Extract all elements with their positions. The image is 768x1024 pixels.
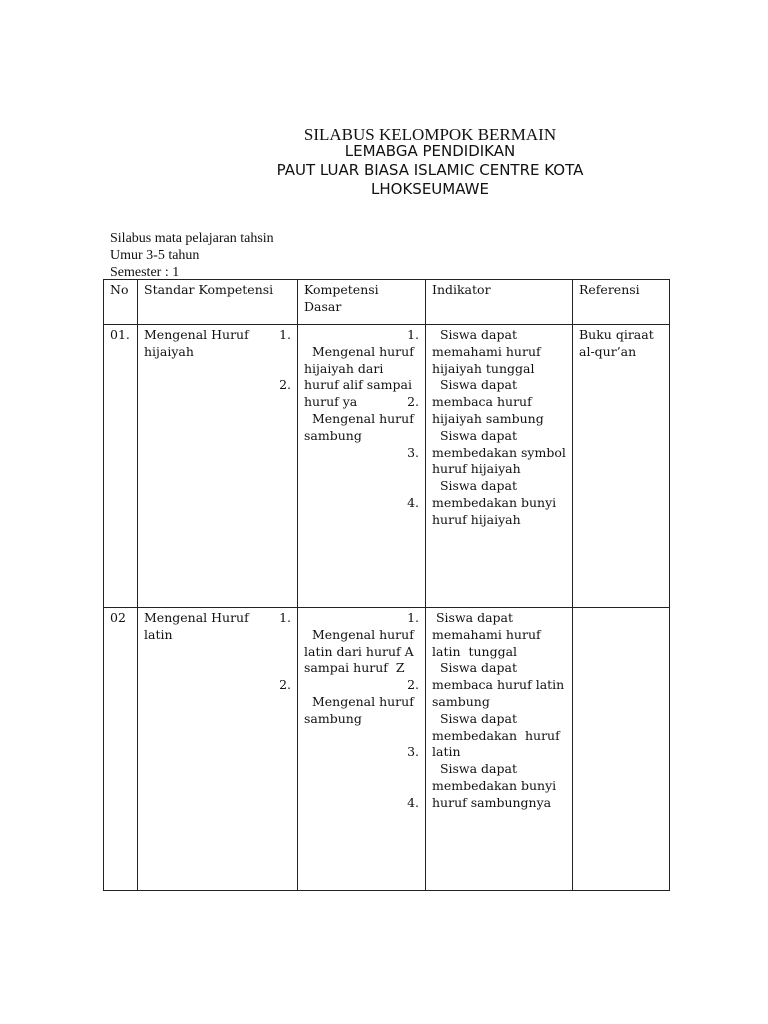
table-row (104, 325, 670, 608)
ind-text: Siswa dapat (432, 660, 517, 676)
header-referensi: Referensi (573, 280, 670, 325)
ref-text: Buku qiraat (579, 327, 654, 342)
ind-text: membedakan symbol (432, 444, 566, 460)
table-row (104, 608, 670, 891)
header-kompetensi-dasar (298, 280, 426, 325)
ref-text: al-qur’an (579, 343, 637, 359)
kd-text: huruf alif sampai (304, 377, 412, 393)
ind-text: Siswa dapat (432, 761, 517, 777)
cell-standar-kompetensi (138, 325, 298, 608)
institution-name: PAUT LUAR BIASA ISLAMIC CENTRE KOTA (276, 161, 584, 179)
subject-line: Silabus mata pelajaran tahsin (110, 231, 274, 246)
list-number: 1. (407, 327, 419, 342)
cell-referensi (573, 325, 670, 608)
ind-text: huruf hijaiyah (432, 511, 521, 527)
kd-text: latin dari huruf A (304, 643, 414, 659)
ind-text: sambung (432, 693, 490, 709)
kd-text: sambung (304, 710, 362, 726)
ind-text: hijaiyah tunggal (432, 360, 535, 376)
ind-text: Siswa dapat (432, 478, 517, 494)
list-number: 1. (407, 610, 419, 625)
cell-referensi (573, 608, 670, 891)
table-header-row (104, 280, 670, 325)
sk-text: Mengenal Huruf (144, 327, 249, 342)
kd-text: Mengenal huruf (304, 693, 414, 709)
ind-text: membaca huruf (432, 394, 532, 410)
syllabus-table (103, 279, 670, 891)
ind-text: huruf sambungnya (432, 794, 552, 810)
institution-line: LEMABGA PENDIDIKAN (344, 142, 516, 160)
ind-text: Siswa dapat (432, 710, 517, 726)
kd-text: sampai huruf Z (304, 660, 405, 676)
sk-text: Mengenal Huruf latin (144, 610, 249, 642)
kd-text: hijaiyah dari (304, 360, 384, 376)
ind-text: Siswa dapat (432, 427, 517, 443)
cell-kompetensi-dasar (298, 325, 426, 608)
header-indikator: Indikator (426, 280, 573, 325)
ind-text: latin (432, 744, 461, 760)
city-line: LHOKSEUMAWE (371, 180, 489, 198)
semester-line: Semester : 1 (110, 265, 180, 280)
ind-text: Siswa dapat (432, 327, 517, 342)
cell-indikator (426, 325, 573, 608)
ind-text: Siswa dapat (432, 610, 514, 625)
ind-text: Siswa dapat (432, 377, 517, 393)
list-number: 1. (279, 610, 291, 625)
header-no: No (104, 280, 138, 325)
kd-text: sambung (304, 427, 362, 443)
document-title: SILABUS KELOMPOK BERMAIN (303, 125, 557, 144)
list-number: 3. (407, 744, 419, 760)
cell-standar-kompetensi (138, 608, 298, 891)
cell-kompetensi-dasar (298, 608, 426, 891)
list-number: 2. (407, 677, 419, 693)
ind-text: membedakan bunyi (432, 494, 557, 510)
list-number: 4. (407, 794, 419, 810)
header-standar-kompetensi: Standar Kompetensi (138, 280, 298, 325)
cell-no: 02 (104, 608, 138, 891)
kd-text: Mengenal huruf (304, 343, 414, 359)
kd-text: Mengenal huruf (304, 626, 414, 642)
cell-indikator (426, 608, 573, 891)
ind-text: memahami huruf (432, 343, 541, 359)
ind-text: membaca huruf latin (432, 677, 565, 693)
sk-text: hijaiyah (144, 343, 194, 359)
ind-text: membedakan huruf (432, 727, 560, 743)
list-number: 2. (279, 677, 291, 693)
ind-text: memahami huruf (432, 626, 541, 642)
list-number: 1. (279, 327, 291, 342)
list-number: 4. (407, 494, 419, 510)
cell-no: 01. (104, 325, 138, 608)
ind-text: hijaiyah sambung (432, 410, 544, 426)
list-number: 2. (279, 377, 291, 393)
header-kd-line: Kompetensi (304, 282, 379, 297)
list-number: 2. (407, 394, 419, 410)
ind-text: huruf hijaiyah (432, 461, 521, 477)
list-number: 3. (407, 444, 419, 460)
kd-text: huruf ya (304, 394, 358, 410)
ind-text: latin tunggal (432, 643, 518, 659)
kd-text: Mengenal huruf (304, 410, 414, 426)
ind-text: membedakan bunyi (432, 777, 557, 793)
age-line: Umur 3-5 tahun (110, 248, 200, 263)
header-kd-line: Dasar (304, 298, 342, 314)
